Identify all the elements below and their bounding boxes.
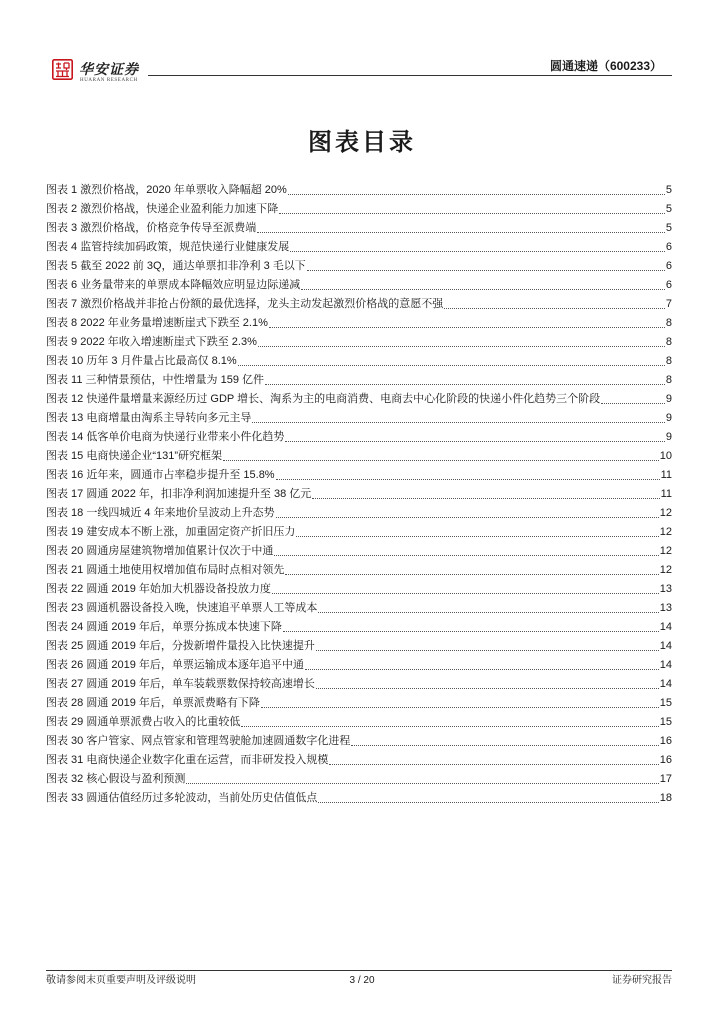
toc-entry-title: 图表 31 电商快递企业数字化重在运营，而非研发投入规模 — [46, 754, 329, 766]
toc-dot-leader — [316, 650, 659, 651]
toc-entry[interactable] — [46, 295, 672, 314]
toc-entry-title: 图表 24 圆通 2019 年后，单票分拣成本快速下降 — [46, 621, 282, 633]
toc-entry-title: 图表 8 2022 年业务量增速断崖式下跌至 2.1% — [46, 317, 268, 329]
toc-entry-title: 图表 25 圆通 2019 年后，分拨新增件量投入比快速提升 — [46, 640, 315, 652]
toc-entry[interactable] — [46, 580, 672, 599]
company-ticker: 圆通速递（600233） — [549, 59, 662, 73]
toc-entry-title: 图表 13 电商增量由淘系主导转向多元主导 — [46, 412, 252, 424]
toc-dot-leader — [296, 536, 658, 537]
toc-entry[interactable] — [46, 523, 672, 542]
toc-entry[interactable] — [46, 466, 672, 485]
toc-entry-page-number: 12 — [659, 564, 672, 576]
page-number: 3 / 20 — [349, 975, 375, 986]
toc-dot-leader — [186, 783, 658, 784]
toc-entry-title: 图表 4 监管持续加码政策，规范快递行业健康发展 — [46, 241, 290, 253]
toc-dot-leader — [257, 232, 665, 233]
footer-doc-type: 证券研究报告 — [612, 975, 672, 986]
toc-dot-leader — [241, 726, 658, 727]
toc-dot-leader — [318, 612, 658, 613]
toc-entry-title: 图表 30 客户管家、网点管家和管理驾驶舱加速圆通数字化进程 — [46, 735, 351, 747]
toc-entry-page-number: 12 — [659, 526, 672, 538]
toc-dot-leader — [307, 270, 665, 271]
toc-dot-leader — [312, 498, 659, 499]
toc-entry-page-number: 16 — [659, 735, 672, 747]
toc-dot-leader — [276, 517, 659, 518]
toc-entry-page-number: 14 — [659, 659, 672, 671]
header-divider — [148, 75, 672, 76]
toc-dot-leader — [285, 574, 658, 575]
toc-entry-title: 图表 9 2022 年收入增速断崖式下跌至 2.3% — [46, 336, 257, 348]
toc-entry[interactable] — [46, 428, 672, 447]
toc-entry-page-number: 14 — [659, 640, 672, 652]
toc-dot-leader — [223, 460, 659, 461]
toc-dot-leader — [269, 327, 665, 328]
toc-entry[interactable] — [46, 352, 672, 371]
toc-entry-title: 图表 28 圆通 2019 年后，单票派费略有下降 — [46, 697, 260, 709]
toc-dot-leader — [252, 422, 665, 423]
toc-entry[interactable] — [46, 504, 672, 523]
toc-entry[interactable] — [46, 485, 672, 504]
logo-name-en: HUARAN RESEARCH — [80, 78, 138, 83]
toc-dot-leader — [305, 669, 659, 670]
toc-entry-page-number: 8 — [665, 317, 672, 329]
toc-entry-title: 图表 17 圆通 2022 年，扣非净利润加速提升至 38 亿元 — [46, 488, 312, 500]
toc-entry[interactable] — [46, 618, 672, 637]
toc-entry-title: 图表 5 截至 2022 前 3Q，通达单票扣非净利 3 毛以下 — [46, 260, 306, 272]
toc-entry-title: 图表 16 近年来，圆通市占率稳步提升至 15.8% — [46, 469, 275, 481]
toc-entry-page-number: 18 — [659, 792, 672, 804]
toc-entry-page-number: 7 — [665, 298, 672, 310]
toc-dot-leader — [351, 745, 658, 746]
toc-entry-title: 图表 20 圆通房屋建筑物增加值累计仅次于中通 — [46, 545, 274, 557]
toc-dot-leader — [238, 365, 665, 366]
toc-entry-title: 图表 10 历年 3 月件量占比最高仅 8.1% — [46, 355, 237, 367]
toc-entry-title: 图表 27 圆通 2019 年后，单车装载票数保持较高速增长 — [46, 678, 315, 690]
logo-name-cn: 华安证券 — [79, 62, 139, 78]
toc-entry-title: 图表 33 圆通估值经历过多轮波动，当前处历史估值低点 — [46, 792, 318, 804]
toc-dot-leader — [276, 479, 660, 480]
toc-entry[interactable] — [46, 219, 672, 238]
toc-entry-page-number: 14 — [659, 678, 672, 690]
toc-entry-title: 图表 26 圆通 2019 年后，单票运输成本逐年追平中通 — [46, 659, 304, 671]
toc-entry[interactable] — [46, 409, 672, 428]
toc-entry[interactable] — [46, 314, 672, 333]
toc-entry-page-number: 5 — [665, 184, 672, 196]
toc-entry[interactable] — [46, 656, 672, 675]
toc-entry-page-number: 8 — [665, 336, 672, 348]
toc-entry-page-number: 13 — [659, 602, 672, 614]
toc-dot-leader — [265, 384, 665, 385]
toc-entry[interactable] — [46, 637, 672, 656]
toc-dot-leader — [444, 308, 665, 309]
toc-entry[interactable] — [46, 181, 672, 200]
toc-entry-page-number: 15 — [659, 716, 672, 728]
toc-entry-title: 图表 1 激烈价格战，2020 年单票收入降幅超 20% — [46, 184, 287, 196]
toc-dot-leader — [261, 707, 659, 708]
toc-entry[interactable] — [46, 390, 672, 409]
toc-entry-title: 图表 32 核心假设与盈利预测 — [46, 773, 186, 785]
seal-logo-icon — [52, 59, 73, 80]
toc-entry-page-number: 10 — [659, 450, 672, 462]
toc-entry-title: 图表 14 低客单价电商为快递行业带来小件化趋势 — [46, 431, 285, 443]
toc-entry[interactable] — [46, 257, 672, 276]
toc-dot-leader — [279, 213, 665, 214]
figure-list — [46, 181, 672, 808]
toc-entry-page-number: 14 — [659, 621, 672, 633]
toc-entry-title: 图表 11 三种情景预估，中性增量为 159 亿件 — [46, 374, 264, 386]
toc-dot-leader — [272, 593, 659, 594]
toc-entry[interactable] — [46, 200, 672, 219]
toc-dot-leader — [258, 346, 665, 347]
toc-entry-title: 图表 22 圆通 2019 年始加大机器设备投放力度 — [46, 583, 271, 595]
toc-entry-page-number: 6 — [665, 241, 672, 253]
toc-entry-title: 图表 19 建安成本不断上涨，加重固定资产折旧压力 — [46, 526, 296, 538]
toc-entry-page-number: 8 — [665, 374, 672, 386]
toc-entry[interactable] — [46, 599, 672, 618]
toc-entry-page-number: 5 — [665, 203, 672, 215]
toc-entry-title: 图表 18 一线四城近 4 年来地价呈波动上升态势 — [46, 507, 275, 519]
toc-entry-page-number: 11 — [660, 469, 672, 481]
toc-entry-page-number: 9 — [665, 412, 672, 424]
toc-dot-leader — [290, 251, 665, 252]
toc-entry[interactable] — [46, 238, 672, 257]
brand-logo — [52, 58, 148, 86]
toc-entry-page-number: 12 — [659, 545, 672, 557]
toc-entry-page-number: 9 — [665, 393, 672, 405]
toc-dot-leader — [301, 289, 665, 290]
toc-entry[interactable] — [46, 276, 672, 295]
toc-entry[interactable] — [46, 447, 672, 466]
toc-dot-leader — [288, 194, 665, 195]
toc-entry[interactable] — [46, 561, 672, 580]
toc-dot-leader — [274, 555, 658, 556]
toc-entry[interactable] — [46, 542, 672, 561]
toc-entry[interactable] — [46, 675, 672, 694]
toc-entry-page-number: 16 — [659, 754, 672, 766]
toc-dot-leader — [318, 802, 658, 803]
toc-entry-page-number: 13 — [659, 583, 672, 595]
footer-disclaimer: 敬请参阅末页重要声明及评级说明 — [46, 975, 196, 986]
toc-entry[interactable] — [46, 770, 672, 789]
toc-entry[interactable] — [46, 713, 672, 732]
toc-entry[interactable] — [46, 751, 672, 770]
toc-dot-leader — [285, 441, 665, 442]
toc-entry-title: 图表 7 激烈价格战并非抢占份额的最优选择，龙头主动发起激烈价格战的意愿不强 — [46, 298, 444, 310]
footer-divider — [46, 970, 672, 971]
page-title: 图表目录 — [308, 129, 416, 156]
toc-entry-title: 图表 23 圆通机器设备投入晚，快速追平单票人工等成本 — [46, 602, 318, 614]
toc-dot-leader — [316, 688, 659, 689]
toc-entry-title: 图表 3 激烈价格战，价格竞争传导至派费端 — [46, 222, 257, 234]
toc-entry[interactable] — [46, 732, 672, 751]
toc-dot-leader — [329, 764, 658, 765]
toc-dot-leader — [283, 631, 659, 632]
toc-entry-title: 图表 29 圆通单票派费占收入的比重较低 — [46, 716, 241, 728]
toc-entry[interactable] — [46, 333, 672, 352]
toc-entry-page-number: 5 — [665, 222, 672, 234]
toc-entry-page-number: 8 — [665, 355, 672, 367]
toc-entry-page-number: 17 — [659, 773, 672, 785]
toc-entry[interactable] — [46, 694, 672, 713]
toc-entry-page-number: 11 — [660, 488, 672, 500]
toc-entry[interactable] — [46, 371, 672, 390]
toc-dot-leader — [601, 403, 665, 404]
toc-entry-title: 图表 12 快递件量增量来源经历过 GDP 增长、淘系为主的电商消费、电商去中心化阶段的快递小件化趋势三个阶段 — [46, 393, 601, 405]
toc-entry-title: 图表 21 圆通土地使用权增加值布局时点相对领先 — [46, 564, 285, 576]
toc-entry-page-number: 6 — [665, 279, 672, 291]
toc-entry-page-number: 9 — [665, 431, 672, 443]
toc-entry-page-number: 6 — [665, 260, 672, 272]
toc-entry-title: 图表 2 激烈价格战，快递企业盈利能力加速下降 — [46, 203, 279, 215]
toc-entry-title: 图表 6 业务量带来的单票成本降幅效应明显边际递减 — [46, 279, 301, 291]
toc-entry-title: 图表 15 电商快递企业“131”研究框架 — [46, 450, 223, 462]
toc-entry[interactable] — [46, 789, 672, 808]
toc-entry-page-number: 12 — [659, 507, 672, 519]
toc-entry-page-number: 15 — [659, 697, 672, 709]
